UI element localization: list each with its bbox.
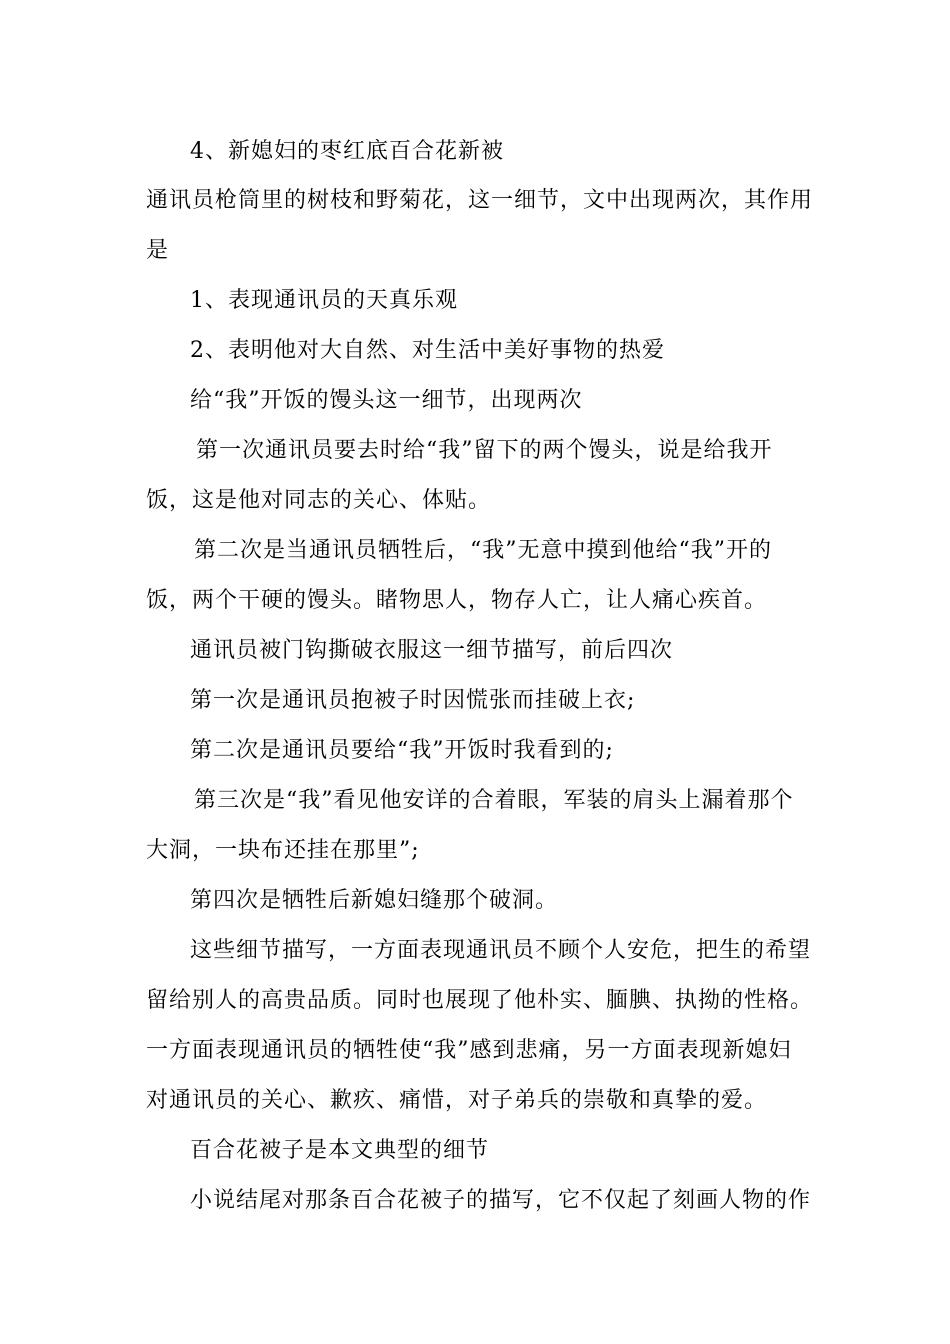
text-line: 留给别人的高贵品质。同时也展现了他朴实、腼腆、执拗的性格。 — [146, 988, 814, 1013]
text-line: 小说结尾对那条百合花被子的描写，它不仅起了刻画人物的作 — [190, 1188, 812, 1213]
text-line: 第一次通讯员要去时给“我”留下的两个馒头，说是给我开 — [196, 438, 773, 463]
text-line: 第二次是通讯员要给“我”开饭时我看到的; — [190, 738, 614, 763]
text-line: 饭，这是他对同志的关心、体贴。 — [146, 488, 492, 513]
text-line: 给“我”开饭的馒头这一细节，出现两次 — [190, 388, 583, 413]
text-line: 大洞，一块布还挂在那里”; — [146, 838, 420, 863]
text-line: 第三次是“我”看见他安详的合着眼，军装的肩头上漏着那个 — [194, 788, 794, 813]
text-line: 这些细节描写，一方面表现通讯员不顾个人安危，把生的希望 — [190, 938, 812, 963]
text-line: 第四次是牺牲后新媳妇缝那个破洞。 — [190, 888, 559, 913]
text-line: 百合花被子是本文典型的细节 — [190, 1138, 490, 1163]
text-line: 2、表明他对大自然、对生活中美好事物的热爱 — [190, 338, 665, 363]
text-line: 4、新媳妇的枣红底百合花新被 — [190, 139, 504, 164]
text-line: 1、表现通讯员的天真乐观 — [190, 288, 458, 313]
text-line: 第一次是通讯员抱被子时因慌张而挂破上衣; — [190, 688, 636, 713]
text-line: 对通讯员的关心、歉疚、痛惜，对子弟兵的崇敬和真挚的爱。 — [146, 1088, 768, 1113]
text-line: 第二次是当通讯员牺牲后，“我”无意中摸到他给“我”开的 — [194, 538, 772, 563]
text-line: 通讯员被门钩撕破衣服这一细节描写，前后四次 — [190, 638, 674, 663]
text-line: 饭，两个干硬的馒头。睹物思人，物存人亡，让人痛心疾首。 — [146, 588, 768, 613]
text-line: 是 — [146, 238, 170, 263]
text-line: 通讯员枪筒里的树枝和野菊花，这一细节，文中出现两次，其作用 — [146, 188, 814, 213]
text-line: 一方面表现通讯员的牺牲使“我”感到悲痛，另一方面表现新媳妇 — [146, 1038, 792, 1063]
